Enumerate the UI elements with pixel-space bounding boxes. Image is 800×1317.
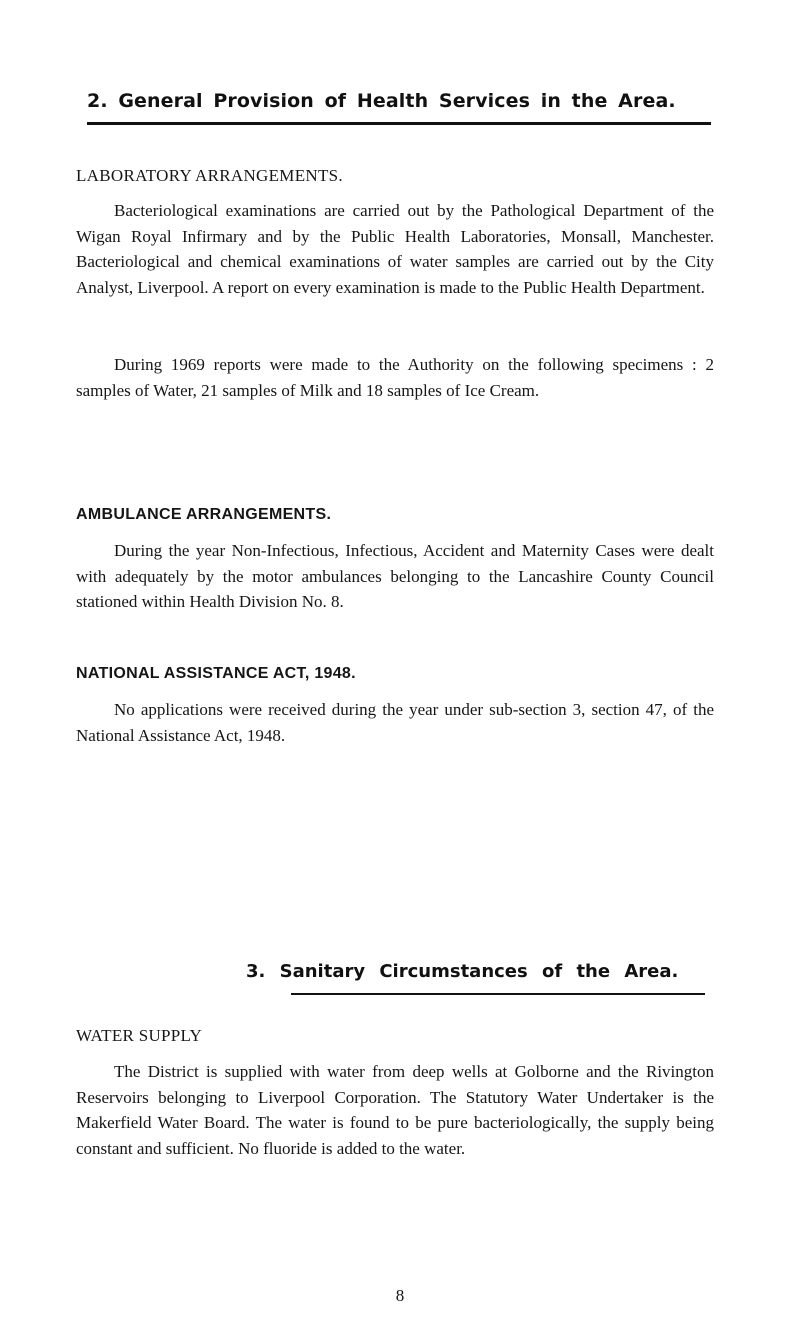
water-supply-paragraph: [76, 1059, 714, 1161]
national-assistance-act-title: NATIONAL ASSISTANCE ACT, 1948.: [76, 665, 356, 682]
laboratory-paragraph-2-text: During 1969 reports were made to the Authority on the following specimens : 2 samples of Water, 21 samples of Milk and 18 samples of Ice Cream.: [76, 355, 714, 400]
laboratory-paragraph-1-text: Bacteriological examinations are carried out by the Pathological Department of the Wigan Royal Infirmary and by the Public Health Laboratories, Monsall, Manchester. Bacteriological and chemical examinations of water samples are carried out by the City Analyst, Liverpool. A report on every examination is made to the Public Health Department.: [76, 201, 714, 297]
ambulance-paragraph-text: During the year Non-Infectious, Infectious, Accident and Maternity Cases were dealt with adequately by the motor ambulances belonging to the Lancashire County Council stationed within Health Division No. 8.: [76, 541, 714, 611]
section-heading-sanitary-circumstances: 3. Sanitary Circumstances of the Area.: [246, 961, 679, 982]
heading-underline: [291, 993, 705, 995]
ambulance-arrangements-title: AMBULANCE ARRANGEMENTS.: [76, 506, 332, 523]
laboratory-paragraph-1: [76, 198, 714, 300]
laboratory-arrangements-title: LABORATORY ARRANGEMENTS.: [76, 166, 343, 185]
national-assistance-paragraph-text: No applications were received during the year under sub-section 3, section 47, of the National Assistance Act, 1948.: [76, 700, 714, 745]
laboratory-paragraph-2: [76, 352, 714, 403]
heading-underline: [87, 122, 711, 125]
page-number: 8: [395, 1286, 405, 1305]
water-supply-paragraph-text: The District is supplied with water from deep wells at Golborne and the Rivington Reservoirs belonging to Liverpool Corporation. The Statutory Water Undertaker is the Makerfield Water Board. The water is found to be pure bacteriologically, the supply being constant and sufficient. No fluoride is added to the water.: [76, 1062, 714, 1158]
water-supply-title: WATER SUPPLY: [76, 1026, 203, 1045]
ambulance-paragraph: [76, 538, 714, 615]
national-assistance-paragraph: [76, 697, 714, 748]
section-heading-general-provision: 2. General Provision of Health Services in the Area.: [87, 90, 676, 112]
